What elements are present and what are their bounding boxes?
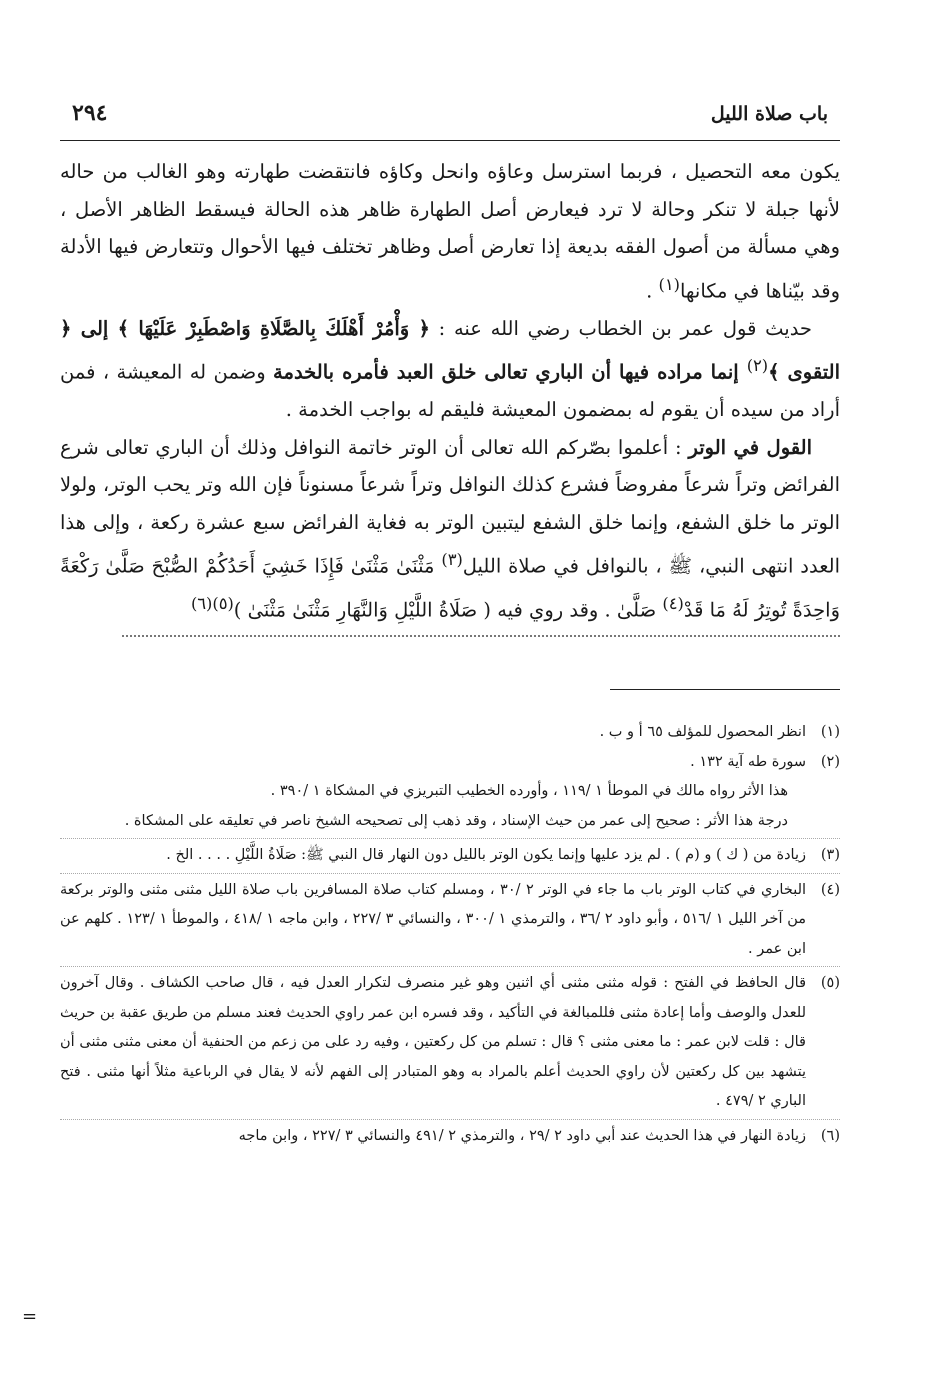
footnote-2-cont-b xyxy=(60,807,840,837)
footnote-text: سورة طه آية ١٣٢ . xyxy=(690,753,806,770)
footnote-ref-4: (٤) xyxy=(662,594,684,613)
footnote-number: (٢) xyxy=(820,753,840,770)
footnotes xyxy=(60,718,840,1151)
section-heading: القول في الوتر xyxy=(688,435,812,459)
footnote-text: هذا الأثر رواه مالك في الموطأ ١ /١١٩ ، وأورده الخطيب التبريزي في المشكاة ١ /٣٩٠ . xyxy=(270,783,788,799)
page xyxy=(60,100,840,1151)
footnote-ref-1: (١) xyxy=(658,274,680,294)
footnote-4 xyxy=(60,876,840,965)
footnote-text: قال الحافظ في الفتح : قوله مثنى مثنى أي اثنين وهو غير منصرف لتكرار العدل فيه ، قال صاحب الكشاف . وقال آخرون للعدل والوصف وأما إعادة مثنى فللمبالغة في التأكيد ، وقد فسره ابن عمر راوي الحديث فعند مسلم من طريق عقبة بن حريث قال : قلت لابن عمر : ما معنى مثنى ؟ قال : تسلم من كل ركعتين ، وفيه رد على من زعم من الحنفية أن معنى مثنى مثنى أن يتشهد بين كل ركعتين لأن راوي الحديث أعلم بالمراد به وهو المتبادر إلى الفهم لأنه لا يقال في الرباعية مثلاً أنها مثنى . فتح الباري ٢ /٤٧٩ . xyxy=(60,975,806,1109)
footnote-ref-2: (٢) xyxy=(746,356,769,375)
footnote-text: زيادة من ( ك ) و (م ) . لم يزد عليها وإنما يكون الوتر بالليل دون النهار قال النبي ﷺ: صَلَاةُ اللَّيْلِ . . . . الخ . xyxy=(166,847,806,863)
paragraph-3-c: صَلَّىٰ . وقد روي فيه ( صَلَاةُ اللَّيْلِ وَالنَّهَارِ مَثْنَىٰ مَثْنَىٰ ) xyxy=(233,598,663,622)
footnote-1 xyxy=(60,718,840,748)
main-text xyxy=(60,153,840,637)
footnote-rule xyxy=(610,689,840,690)
chapter-title: باب صلاة الليل xyxy=(710,103,828,125)
paragraph-2-mid: إلى xyxy=(71,316,118,340)
paragraph-1-text: يكون معه التحصيل ، فربما استرسل وعاؤه وانحل وكاؤه فانتقضت طهارته وهو الغالب من حاله لأنها جبلة لا تنكر وحالة لا ترد فيعارض أصل الطهارة ظاهر هذه الحالة فيسقط الظاهر الأصل ، وهي مسألة من أصول الفقه بديعة إذا تعارض أصل وظاهر تختلف فيها الأحوال وتتعارض فيها الأدلة وقد بيّناها في مكانها xyxy=(60,160,840,302)
footnote-ref-5-6: (٥)(٦) xyxy=(190,594,234,613)
paragraph-2 xyxy=(60,310,840,429)
footnote-number: (٥) xyxy=(820,975,840,991)
paragraph-2-start: حديث قول عمر بن الخطاب رضي الله عنه : xyxy=(429,316,812,340)
footnote-separator xyxy=(60,838,840,839)
footnote-text: انظر المحصول للمؤلف ٦٥ أ و ب . xyxy=(599,724,806,740)
paragraph-2-rest: وضمن له المعيشة ، فمن أراد من سيده أن يقوم له بمضمون المعيشة فليقم له بواجب الخدمة . xyxy=(60,360,840,421)
running-head xyxy=(60,100,840,141)
footnote-number: (١) xyxy=(820,724,840,740)
footnote-2-cont-a xyxy=(60,777,840,807)
footnote-3 xyxy=(60,841,840,871)
footnote-text: البخاري في كتاب الوتر باب ما جاء في الوتر ٢ /٣٠ ، ومسلم كتاب صلاة المسافرين باب صلاة الليل مثنى مثنى والوتر بركعة من آخر الليل ١ /٥١٦ ، وأبو داود ٢ /٣٦ ، والترمذي ١ /٣٠٠ ، والنسائي ٣ /٢٢٧ ، وابن ماجه ١ /٤١٨ ، والموطأ ١ /١٢٣ . كلهم عن ابن عمر . xyxy=(60,881,807,957)
paragraph-1 xyxy=(60,153,840,310)
footnote-text: زيادة النهار في هذا الحديث عند أبي داود ٢ /٢٩ ، والترمذي ٢ /٤٩١ والنسائي ٣ /٢٢٧ ، وابن ماجه xyxy=(238,1127,806,1144)
footnote-5 xyxy=(60,969,840,1117)
quran-verse: ﴿ وَأْمُرْ أَهْلَكَ بِالصَّلَاةِ وَاصْطَبِرْ عَلَيْهَا ﴾ xyxy=(117,316,430,340)
paragraph-2-bold: إنما مراده فيها أن الباري تعالى خلق العبد فأمره بالخدمة xyxy=(273,360,747,384)
page-number: ٢٩٤ xyxy=(72,100,108,126)
footnote-separator xyxy=(60,873,840,874)
footnote-separator xyxy=(60,966,840,967)
footnote-2 xyxy=(60,748,840,778)
footnote-number: (٣) xyxy=(820,847,840,863)
paragraph-3-a: : أعلموا بصّركم الله تعالى أن الوتر خاتمة النوافل وذلك أن الباري تعالى شرع الفرائض وتراً شرعاً مفروضاً فشرع كذلك النوافل وتراً شرعاً مسنوناً فإن الله وتر يحب الوتر، ولولا الوتر ما خلق الشفع، وإنما خلق الشفع ليتبين الوتر به فغاية الفرائض سبع عشرة ركعة ، وإلى هذا العدد انتهى النبي، ﷺ ، بالنوافل في صلاة الليل xyxy=(60,435,840,578)
footnote-number: (٦) xyxy=(820,1127,840,1144)
footnote-text: درجة هذا الأثر : صحيح إلى عمر من حيث الإسناد ، وقد ذهب إلى تصحيحه الشيخ ناصر في تعليقه على المشكاة . xyxy=(124,812,788,829)
footnote-ref-3: (٣) xyxy=(441,550,463,569)
quran-verse-end: ﴿ التقوى ﴾ xyxy=(60,316,840,384)
footnote-6 xyxy=(60,1122,840,1152)
continuation-mark: = xyxy=(22,1306,38,1327)
dotted-filler xyxy=(122,635,840,637)
hadith-text: مَثْنَىٰ مَثْنَىٰ فَإِذَا خَشِيَ أَحَدُكُمْ الصُّبْحَ صَلَّىٰ رَكْعَةً وَاحِدَةً تُوتِرُ لَهُ مَا قَدْ xyxy=(60,554,840,622)
footnote-separator xyxy=(60,1119,840,1120)
paragraph-1-end: . xyxy=(646,279,659,302)
footnote-number: (٤) xyxy=(820,881,840,898)
paragraph-3 xyxy=(60,429,840,630)
